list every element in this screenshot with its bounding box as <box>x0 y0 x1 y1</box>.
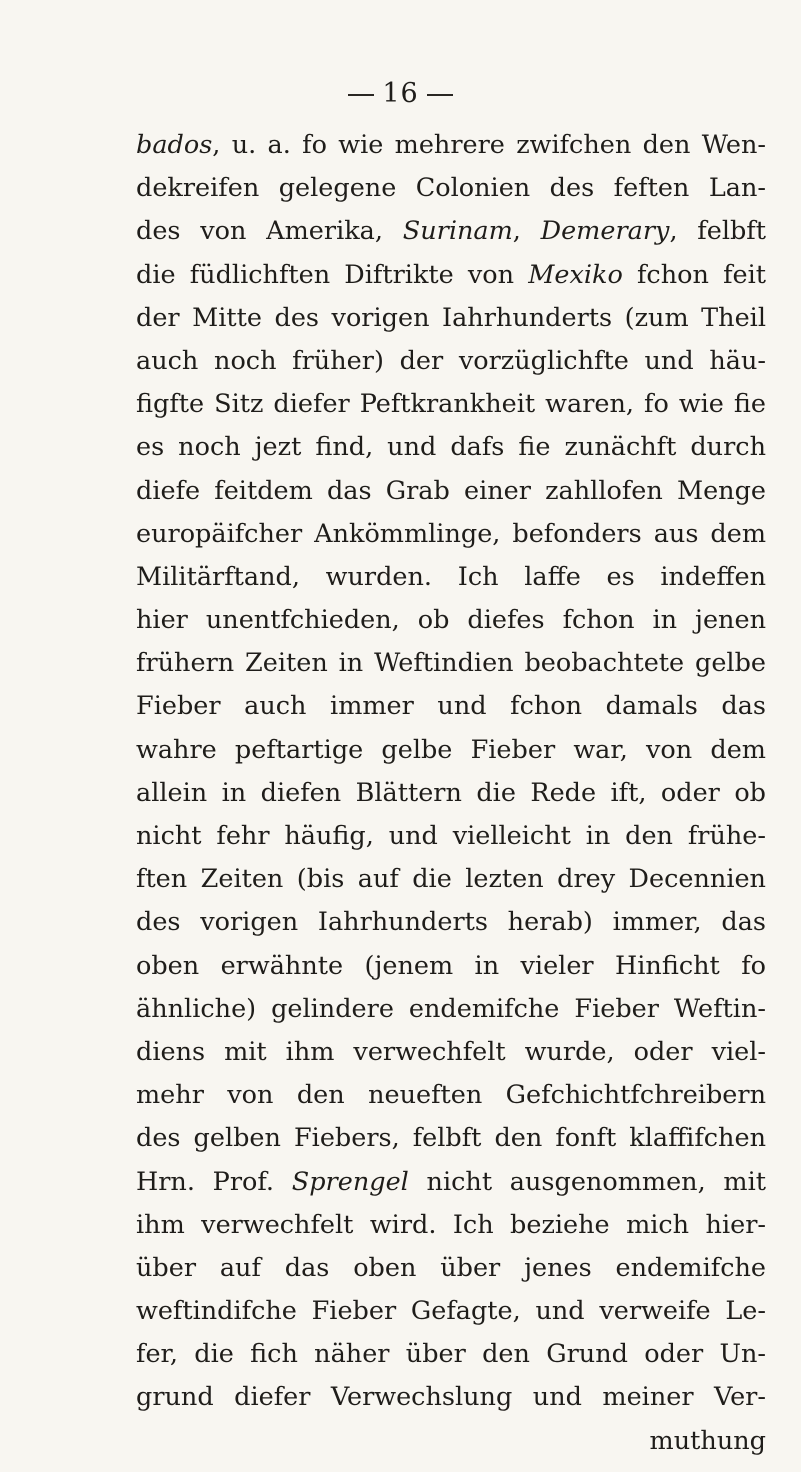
page-number-header <box>0 78 801 109</box>
text-segment: Hrn. Prof. <box>136 1166 292 1197</box>
text-segment: muthung <box>649 1425 766 1456</box>
text-line <box>136 1161 766 1204</box>
text-segment: des vorigen Iahrhunderts herab) immer, das <box>136 907 766 938</box>
text-segment: allein in diefen Blättern die Rede ift, oder ob <box>136 777 766 808</box>
text-line <box>136 1290 766 1333</box>
text-segment: , u. a. fo wie mehrere zwifchen den Wen- <box>212 130 766 160</box>
text-line <box>136 1376 766 1419</box>
text-segment: fchon feit <box>622 259 767 290</box>
text-line <box>136 470 766 513</box>
text-segment: hier unentfchieden, ob diefes fchon in jenen <box>136 605 766 636</box>
text-segment: oben erwähnte (jenem in vieler Hinficht fo <box>136 950 766 981</box>
text-line <box>136 945 766 988</box>
text-line <box>136 1031 766 1074</box>
text-segment: des gelben Fiebers, felbft den fonft klaffifchen <box>136 1123 766 1154</box>
body-text <box>136 124 766 1463</box>
italic-name: bados <box>136 130 213 160</box>
text-line <box>136 297 766 340</box>
text-segment: dekreifen gelegene Colonien des feften Lan- <box>136 173 766 204</box>
text-line <box>136 1333 766 1376</box>
text-segment: mehr von den neueften Gefchichtfchreibern <box>136 1080 766 1111</box>
text-line <box>136 1117 766 1160</box>
text-segment: , felbft <box>669 216 766 247</box>
text-line <box>136 815 766 858</box>
text-segment: ähnliche) gelindere endemifche Fieber Weftin- <box>136 993 766 1024</box>
text-segment: , <box>512 216 541 247</box>
text-segment: diefe feitdem das Grab einer zahllofen Menge <box>136 475 766 506</box>
text-line <box>136 210 766 253</box>
text-line <box>136 383 766 426</box>
text-line <box>136 426 766 469</box>
text-line <box>136 556 766 599</box>
text-segment: ften Zeiten (bis auf die lezten drey Decennien <box>136 864 766 895</box>
text-segment: Militärftand, wurden. Ich laffe es indeffen <box>136 561 766 592</box>
text-segment: die füdlichften Diftrikte von <box>136 259 529 290</box>
dash-right <box>427 94 453 96</box>
text-line <box>136 513 766 556</box>
page-number: 16 <box>382 78 419 109</box>
text-line <box>136 254 766 297</box>
text-segment: des von Amerika, <box>136 216 403 247</box>
text-segment: nicht fehr häufig, und vielleicht in den frühe- <box>136 821 766 851</box>
italic-name: Demerary <box>540 216 670 247</box>
dash-left <box>348 94 374 96</box>
text-line <box>136 1074 766 1117</box>
text-line <box>136 685 766 728</box>
text-segment: auch noch früher) der vorzüglichfte und häu- <box>136 345 766 376</box>
text-line <box>136 1247 766 1290</box>
text-line <box>136 988 766 1031</box>
text-segment: Fieber auch immer und fchon damals das <box>136 691 766 722</box>
text-line <box>136 772 766 815</box>
text-segment: der Mitte des vorigen Iahrhunderts (zum Theil <box>136 302 766 333</box>
text-segment: es noch jezt find, und dafs fie zunächft durch <box>136 432 766 463</box>
italic-name: Surinam <box>402 216 513 247</box>
text-segment: europäifcher Ankömmlinge, befonders aus dem <box>136 518 766 549</box>
text-segment: diens mit ihm verwechfelt wurde, oder viel- <box>136 1036 766 1067</box>
text-line <box>136 124 766 167</box>
text-line <box>136 642 766 685</box>
text-line <box>136 1420 766 1463</box>
italic-name: Sprengel <box>291 1166 409 1197</box>
text-segment: weftindifche Fieber Gefagte, und verweife Le- <box>136 1296 766 1327</box>
text-segment: über auf das oben über jenes endemifche <box>136 1252 766 1283</box>
text-line <box>136 167 766 210</box>
text-segment: frühern Zeiten in Weftindien beobachtete gelbe <box>136 648 766 679</box>
text-line <box>136 1204 766 1247</box>
text-line <box>136 599 766 642</box>
text-segment: wahre peftartige gelbe Fieber war, von dem <box>136 734 766 765</box>
text-segment: ihm verwechfelt wird. Ich beziehe mich hier- <box>136 1209 766 1240</box>
text-line <box>136 729 766 772</box>
text-segment: fer, die fich näher über den Grund oder Un- <box>136 1339 766 1370</box>
text-segment: nicht ausgenommen, mit <box>408 1166 766 1197</box>
text-line <box>136 340 766 383</box>
text-segment: grund diefer Verwechslung und meiner Ver- <box>136 1382 766 1413</box>
text-line <box>136 858 766 901</box>
text-line <box>136 901 766 944</box>
italic-name: Mexiko <box>528 259 623 290</box>
text-segment: figfte Sitz diefer Peftkrankheit waren, fo wie fie <box>136 389 766 420</box>
